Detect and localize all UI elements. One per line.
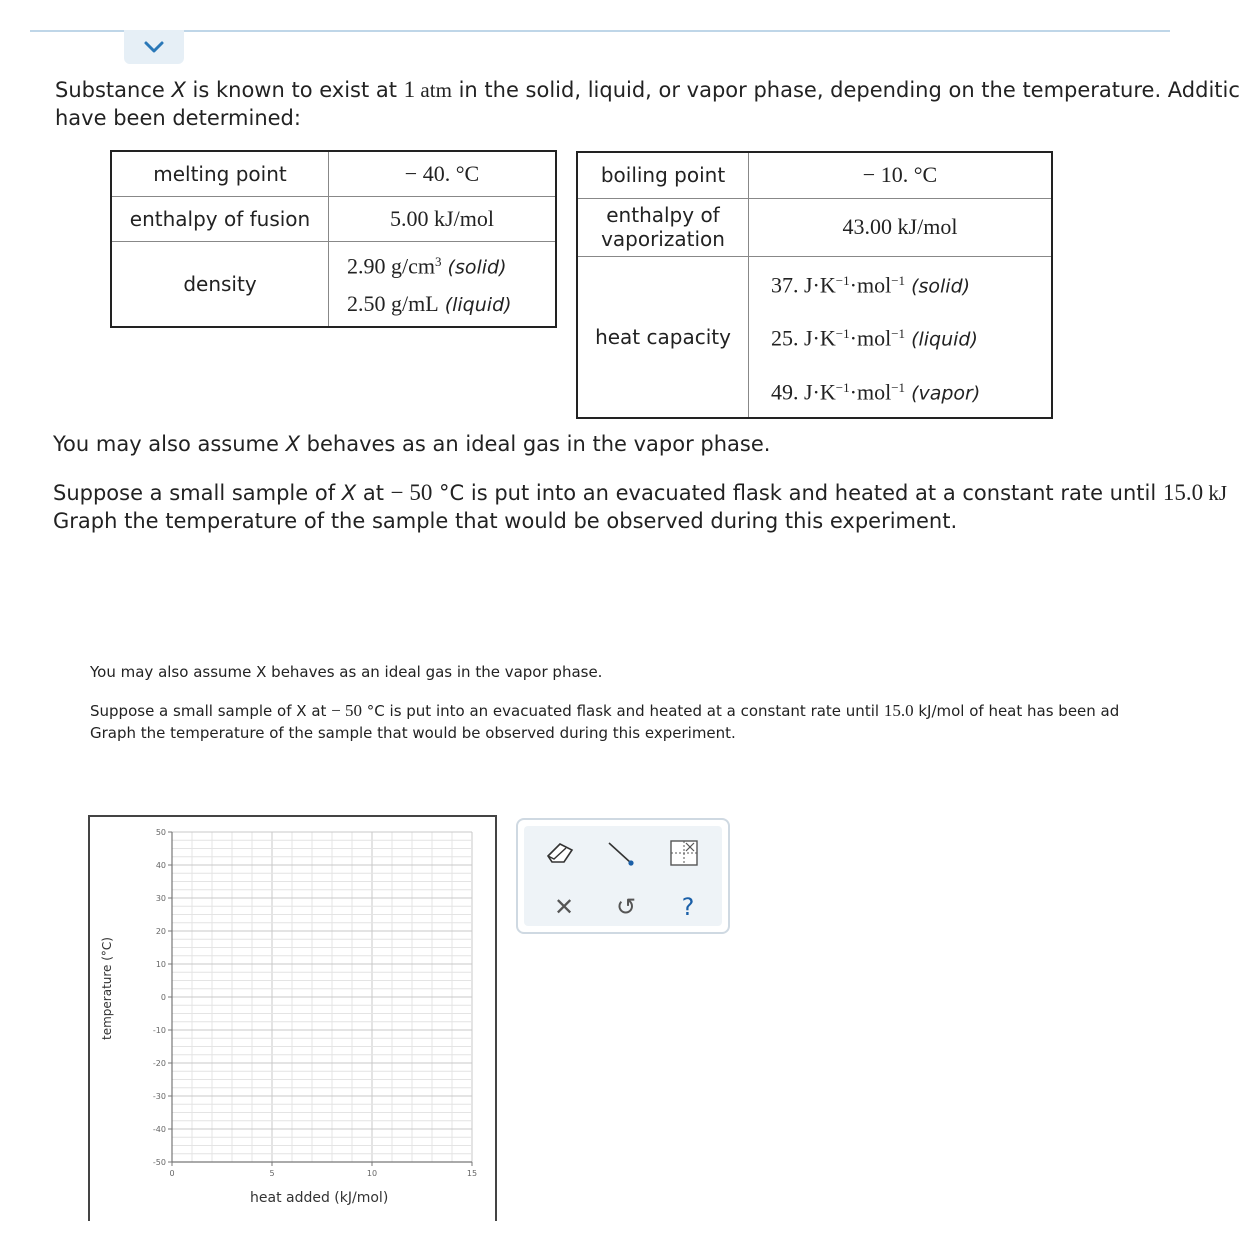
melting-point-value: − 40. °C	[329, 151, 557, 196]
y-tick-label: 40	[155, 861, 166, 870]
y-tick-label: -10	[152, 1026, 166, 1035]
graph-toolbox	[516, 818, 730, 934]
enthalpy-vaporization-label: enthalpy of vaporization	[577, 198, 749, 256]
heat-capacity-label: heat capacity	[577, 256, 749, 418]
top-divider	[30, 30, 1170, 32]
y-tick-label: 0	[160, 993, 166, 1002]
line-tool[interactable]	[600, 834, 640, 872]
properties-table-right	[576, 151, 1053, 419]
small-question-line-1: Suppose a small sample of X at − 50 °C is put into an evacuated flask and heated at a constant rate until 15.0 kJ/mol of heat has been ad	[90, 701, 1120, 720]
temperature-chart[interactable]	[140, 820, 485, 1180]
question-line-1: Suppose a small sample of X at − 50 °C is put into an evacuated flask and heated at a constant rate until 15.0 kJ	[53, 480, 1228, 505]
intro-line-1: Substance X is known to exist at 1 atm in the solid, liquid, or vapor phase, depending on the temperature. Additic	[55, 77, 1240, 102]
enthalpy-vaporization-value: 43.00 kJ/mol	[749, 198, 1053, 256]
y-tick-label: 30	[155, 894, 166, 903]
small-assumption: You may also assume X behaves as an ideal gas in the vapor phase.	[90, 663, 603, 681]
question-line-2: Graph the temperature of the sample that would be observed during this experiment.	[53, 509, 958, 533]
y-axis-label: temperature (°C)	[100, 937, 114, 1040]
heat-capacity-vapor: 49. $J\cdot K^{-1}\cdot mol^{-1}$ (vapor)	[771, 379, 981, 405]
clear-icon: ✕	[553, 893, 575, 921]
y-tick-label: -50	[152, 1158, 166, 1167]
chevron-down-icon	[143, 40, 165, 54]
density-value: 2.90 $g/cm^3$ (solid) 2.50 g/mL (liquid)	[329, 241, 557, 327]
y-tick-label: 20	[155, 927, 166, 936]
heat-capacity-values	[749, 256, 1053, 418]
enthalpy-fusion-value: 5.00 kJ/mol	[329, 196, 557, 241]
y-tick-label: 10	[155, 960, 166, 969]
ideal-gas-assumption: You may also assume X behaves as an ideal gas in the vapor phase.	[53, 432, 771, 456]
small-question-line-2: Graph the temperature of the sample that would be observed during this experiment.	[90, 724, 736, 742]
y-tick-label: -20	[152, 1059, 166, 1068]
properties-table-left	[110, 150, 557, 328]
line-tool-icon	[603, 838, 637, 868]
help-button[interactable]	[668, 888, 708, 926]
y-tick-label: 50	[155, 828, 166, 837]
eraser-icon	[542, 840, 578, 866]
heat-capacity-liquid: 25. $J\cdot K^{-1}\cdot mol^{-1}$ (liquid)	[771, 325, 978, 351]
undo-icon: ↺	[615, 893, 637, 921]
y-tick-label: -30	[152, 1092, 166, 1101]
grid-tool[interactable]	[664, 834, 704, 872]
boiling-point-label: boiling point	[577, 152, 749, 198]
help-icon: ?	[681, 893, 695, 921]
grid-tool-icon	[668, 838, 700, 868]
x-axis-label: heat added (kJ/mol)	[250, 1190, 389, 1206]
heat-capacity-solid: 37. $J\cdot K^{-1}\cdot mol^{-1}$ (solid)	[771, 272, 971, 298]
x-tick-label: 0	[169, 1169, 175, 1178]
undo-button[interactable]	[606, 888, 646, 926]
enthalpy-fusion-label: enthalpy of fusion	[111, 196, 329, 241]
clear-button[interactable]	[544, 888, 584, 926]
collapse-button[interactable]	[124, 30, 184, 64]
eraser-tool[interactable]	[540, 834, 580, 872]
y-tick-label: -40	[152, 1125, 166, 1134]
intro-line-2: have been determined:	[55, 106, 301, 130]
x-tick-label: 10	[366, 1169, 378, 1178]
x-tick-label: 5	[269, 1169, 275, 1178]
x-tick-label: 15	[466, 1169, 478, 1178]
density-label: density	[111, 241, 329, 327]
boiling-point-value: − 10. °C	[749, 152, 1053, 198]
melting-point-label: melting point	[111, 151, 329, 196]
